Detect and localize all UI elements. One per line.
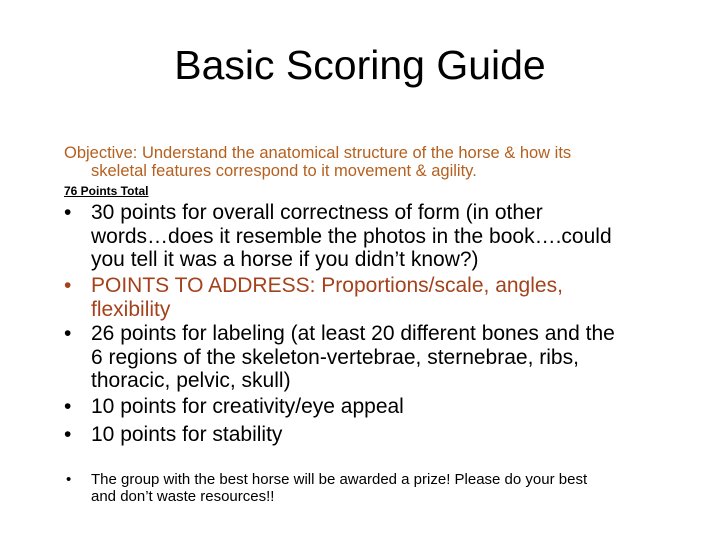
bullet-text: words…does it resemble the photos in the book….could (91, 224, 612, 248)
bullet-labeling (64, 322, 704, 393)
slide-title: Basic Scoring Guide (174, 42, 546, 88)
bullet-icon: • (64, 395, 72, 418)
bullet-points-to-address (64, 274, 704, 321)
bullet-text: 6 regions of the skeleton-vertebrae, sternebrae, ribs, (91, 345, 579, 369)
objective-line-1: Objective: Understand the anatomical structure of the horse & how its (64, 144, 572, 162)
bullet-correctness (64, 201, 704, 272)
points-total: 76 Points Total (64, 184, 149, 198)
note-text: The group with the best horse will be awarded a prize! Please do your best (91, 471, 588, 488)
bullet-icon: • (66, 471, 72, 488)
bullet-icon: • (64, 274, 72, 297)
bullet-text: flexibility (91, 297, 171, 321)
note-text: and don’t waste resources!! (91, 488, 275, 505)
bullet-creativity (64, 395, 704, 419)
bullet-text: 10 points for creativity/eye appeal (91, 395, 404, 418)
bullet-text: POINTS TO ADDRESS: Proportions/scale, angles, (91, 274, 563, 297)
bullet-text: 10 points for stability (91, 423, 283, 446)
bullet-text: you tell it was a horse if you didn’t know?) (91, 248, 479, 271)
bullet-text: 30 points for overall correctness of form (in other (91, 201, 543, 224)
objective-line-2: skeletal features correspond to it movement & agility. (91, 162, 477, 180)
bullet-icon: • (64, 201, 72, 224)
bullet-text: thoracic, pelvic, skull) (91, 369, 291, 392)
bullet-icon: • (64, 322, 72, 345)
bullet-stability (64, 423, 704, 447)
prize-note (64, 471, 704, 505)
bullet-text: 26 points for labeling (at least 20 different bones and the (91, 322, 615, 345)
bullet-icon: • (64, 423, 72, 446)
